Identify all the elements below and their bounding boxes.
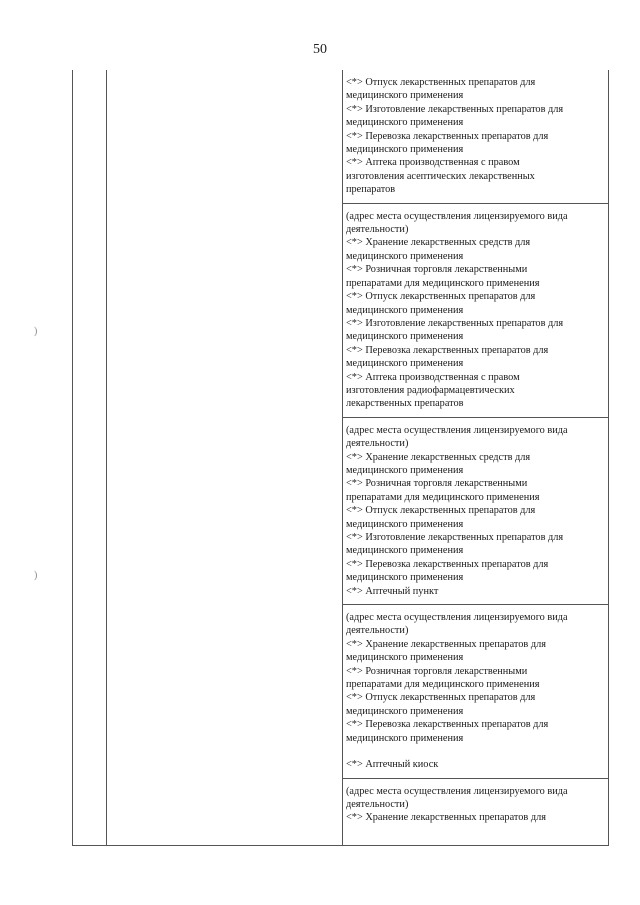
column-divider-2 (342, 70, 343, 846)
activity-line: <*> Розничная торговля лекарственными (346, 478, 528, 490)
activity-line: медицинского применения (346, 358, 464, 370)
activity-line: <*> Изготовление лекарственных препаратов для (346, 103, 564, 115)
activity-line: <*> Изготовление лекарственных препаратов для (346, 317, 564, 329)
activity-line: <*> Перевозка лекарственных препаратов для (346, 719, 549, 731)
activity-line: <*> Аптека производственная с правом (346, 157, 520, 169)
activity-line: медицинского применения (346, 464, 464, 476)
activity-line: медицинского применения (346, 250, 464, 262)
activity-line: медицинского применения (346, 545, 464, 557)
activity-line: деятельности) (346, 798, 409, 810)
activity-line: медицинского применения (346, 705, 464, 717)
activity-line: <*> Отпуск лекарственных препаратов для (346, 505, 536, 517)
activity-line: медицинского применения (346, 331, 464, 343)
block-separator (342, 778, 608, 779)
activity-line: <*> Хранение лекарственных препаратов для (346, 812, 546, 824)
activity-line: деятельности) (346, 224, 409, 236)
activity-line: деятельности) (346, 438, 409, 450)
activity-line: <*> Розничная торговля лекарственными (346, 264, 528, 276)
activity-line: медицинского применения (346, 90, 464, 102)
activity-block (346, 424, 604, 598)
activity-line: деятельности) (346, 625, 409, 637)
activity-line: <*> Аптечный пункт (346, 585, 439, 597)
activity-line: <*> Перевозка лекарственных препаратов для (346, 558, 549, 570)
activity-line: изготовления асептических лекарственных (346, 170, 535, 182)
activity-line: <*> Отпуск лекарственных препаратов для (346, 291, 536, 303)
activity-block (346, 76, 604, 197)
activity-line: <*> Перевозка лекарственных препаратов для (346, 130, 549, 142)
margin-mark-1: ) (34, 326, 38, 337)
activity-line: медицинского применения (346, 304, 464, 316)
activity-line: медицинского применения (346, 117, 464, 129)
column-divider-1 (106, 70, 107, 846)
activity-line: лекарственных препаратов (346, 398, 464, 410)
activity-line: <*> Хранение лекарственных средств для (346, 451, 531, 463)
activity-line: (адрес места осуществления лицензируемого вида (346, 424, 568, 436)
page-number: 50 (313, 42, 327, 57)
activity-line: изготовления радиофармацевтических (346, 384, 515, 396)
activity-line: <*> Розничная торговля лекарственными (346, 665, 528, 677)
activity-line: препаратами для медицинского применения (346, 679, 540, 691)
activity-line: препаратами для медицинского применения (346, 277, 540, 289)
margin-mark-2: ) (34, 570, 38, 581)
activity-block (346, 785, 604, 825)
activity-line: медицинского применения (346, 144, 464, 156)
activity-line: <*> Изготовление лекарственных препаратов для (346, 532, 564, 543)
activity-line: препаратов (346, 184, 396, 196)
activity-block (346, 210, 604, 411)
activity-line: <*> Аптека производственная с правом (346, 371, 520, 383)
activity-line: <*> Перевозка лекарственных препаратов для (346, 344, 549, 356)
activity-line: медицинского применения (346, 572, 464, 584)
license-activity-list (346, 76, 604, 825)
block-separator (342, 203, 608, 204)
block-separator (342, 417, 608, 418)
activity-block (346, 611, 604, 771)
activity-type-label: <*> Аптечный киоск (346, 759, 439, 771)
activity-line: (адрес места осуществления лицензируемого вида (346, 612, 568, 624)
activity-line: медицинского применения (346, 518, 464, 530)
activity-line: медицинского применения (346, 652, 464, 664)
activity-line: (адрес места осуществления лицензируемого вида (346, 785, 568, 797)
activity-line: <*> Отпуск лекарственных препаратов для (346, 692, 536, 704)
activity-line: препаратами для медицинского применения (346, 491, 540, 503)
activity-line: (адрес места осуществления лицензируемого вида (346, 210, 568, 222)
activity-line: медицинского применения (346, 732, 464, 744)
block-separator (342, 604, 608, 605)
activity-line: <*> Отпуск лекарственных препаратов для (346, 77, 536, 88)
activity-line: <*> Хранение лекарственных средств для (346, 237, 531, 249)
activity-line: <*> Хранение лекарственных препаратов для (346, 638, 546, 650)
